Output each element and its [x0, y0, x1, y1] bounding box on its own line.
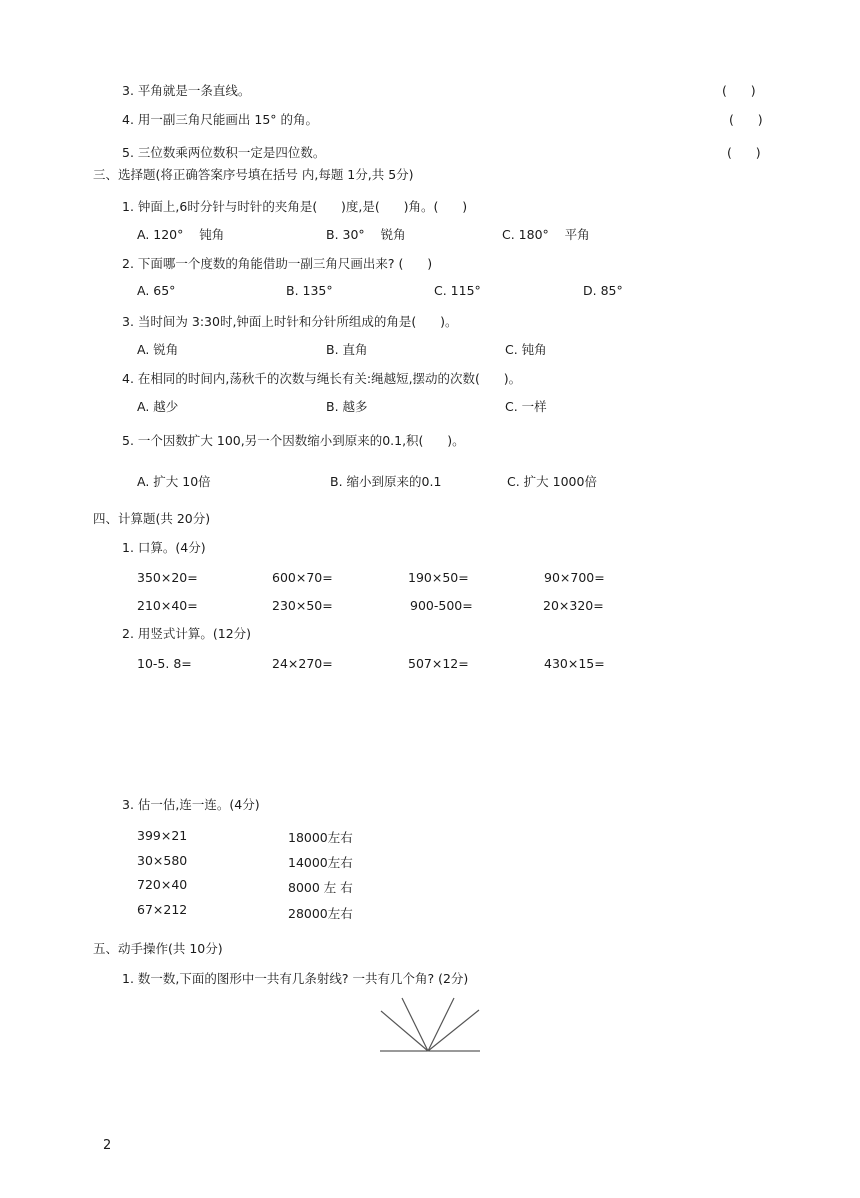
choice-question-5: 5. 一个因数扩大 100,另一个因数缩小到原来的0.1,积( )。 [122, 433, 465, 448]
choice-option: C. 115° [434, 283, 481, 298]
judgement-item-4: 4. 用一副三角尺能画出 15° 的角。 [122, 112, 319, 127]
judgement-item-3: 3. 平角就是一条直线。 [122, 83, 251, 98]
oral-problem: 350×20= [137, 570, 198, 585]
choice-option: C. 扩大 1000倍 [507, 474, 597, 489]
choice-option: A. 扩大 10倍 [137, 474, 211, 489]
vertical-problem: 507×12= [408, 656, 469, 671]
choice-option: B. 缩小到原来的0.1 [330, 474, 442, 489]
vertical-problem: 24×270= [272, 656, 333, 671]
answer-parens: ( ) [727, 145, 761, 160]
ray [428, 1010, 479, 1051]
choice-question-2: 2. 下面哪一个度数的角能借助一副三角尺画出来? ( ) [122, 256, 433, 271]
estimate-right: 14000左右 [288, 855, 353, 870]
oral-problem: 190×50= [408, 570, 469, 585]
choice-option: B. 直角 [326, 342, 368, 357]
choice-option: C. 一样 [505, 399, 547, 414]
rays-angle-figure [378, 996, 482, 1054]
oral-problem: 210×40= [137, 598, 198, 613]
ray [428, 998, 454, 1051]
estimate-right: 8000 左 右 [288, 880, 353, 895]
ray [402, 998, 428, 1051]
oral-problem: 230×50= [272, 598, 333, 613]
choice-option: B. 越多 [326, 399, 368, 414]
choice-option: D. 85° [583, 283, 623, 298]
estimate-left: 30×580 [137, 853, 188, 868]
choice-option: A. 越少 [137, 399, 179, 414]
oral-problem: 900-500= [410, 598, 473, 613]
judgement-item-5: 5. 三位数乘两位数积一定是四位数。 [122, 145, 326, 160]
estimate-left: 67×212 [137, 902, 188, 917]
choice-option: B. 30° 锐角 [326, 227, 406, 242]
choice-option: B. 135° [286, 283, 333, 298]
hands-on-question-1: 1. 数一数,下面的图形中一共有几条射线? 一共有几个角? (2分) [122, 971, 469, 986]
vertical-problem: 430×15= [544, 656, 605, 671]
section-heading-choice: 三、选择题(将正确答案序号填在括号 内,每题 1分,共 5分) [93, 167, 414, 182]
choice-option: A. 65° [137, 283, 176, 298]
estimate-title: 3. 估一估,连一连。(4分) [122, 797, 260, 812]
section-heading-hands-on: 五、动手操作(共 10分) [93, 941, 223, 956]
oral-problem: 90×700= [544, 570, 605, 585]
choice-question-3: 3. 当时间为 3:30时,钟面上时针和分针所组成的角是( )。 [122, 314, 458, 329]
vertical-calc-title: 2. 用竖式计算。(12分) [122, 626, 252, 641]
choice-question-4: 4. 在相同的时间内,荡秋千的次数与绳长有关:绳越短,摆动的次数( )。 [122, 371, 522, 386]
answer-parens: ( ) [729, 112, 763, 127]
estimate-left: 399×21 [137, 828, 188, 843]
answer-parens: ( ) [722, 83, 756, 98]
page-number: 2 [103, 1138, 112, 1153]
vertical-problem: 10-5. 8= [137, 656, 192, 671]
estimate-right: 18000左右 [288, 830, 353, 845]
oral-calc-title: 1. 口算。(4分) [122, 540, 206, 555]
choice-option: C. 180° 平角 [502, 227, 590, 242]
estimate-right: 28000左右 [288, 906, 353, 921]
choice-option: A. 120° 钝角 [137, 227, 225, 242]
estimate-left: 720×40 [137, 877, 188, 892]
ray [381, 1011, 428, 1051]
choice-option: C. 钝角 [505, 342, 547, 357]
oral-problem: 20×320= [543, 598, 604, 613]
section-heading-calc: 四、计算题(共 20分) [93, 511, 211, 526]
choice-option: A. 锐角 [137, 342, 179, 357]
choice-question-1: 1. 钟面上,6时分针与时针的夹角是( )度,是( )角。( ) [122, 199, 468, 214]
oral-problem: 600×70= [272, 570, 333, 585]
